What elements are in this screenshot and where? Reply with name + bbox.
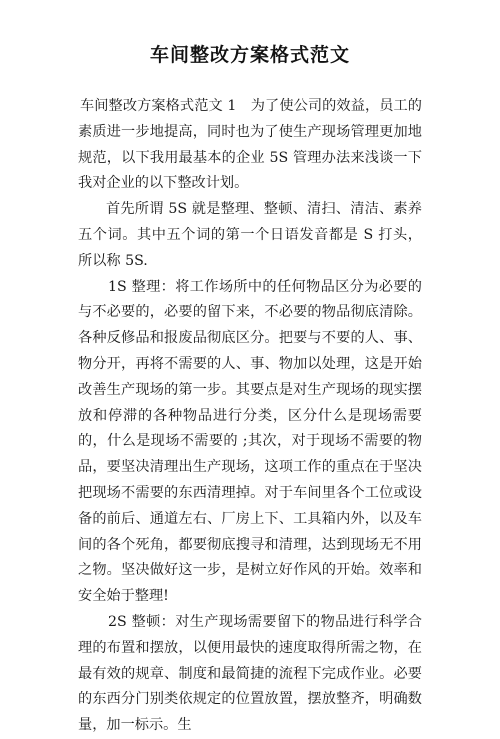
document-title: 车间整改方案格式范文 (149, 44, 350, 66)
paragraph-5s-definition: 首先所谓 5S 就是整理、整顿、清扫、清洁、素养五个词。其中五个词的第一个日语发音都是 S 打头，所以称 5S. (78, 201, 422, 269)
paragraph-1s-seiri: 1S 整理：将工作场所中的任何物品区分为必要的与不必要的，必要的留下来，不必要的物品彻底清除。各种反修品和报废品彻底区分。把要与不要的人、事、物分开，再将不需要的人、事、物加以处理，这是开始改善生产现场的第一步。其要点是对生产现场的现实摆放和停滞的各种物品进行分类，区分什么是现场需要的，什么是现场不需要的 ;其次，对于现场不需要的物品，要坚决清理出生产现场，这项工作的重点在于坚决把现场不需要的东西清理掉。对于车间里各个工位或设备的前后、通道左右、厂房上下、工具箱内外，以及车间的各个死角，都要彻底搜寻和清理，达到现场无不用之物。坚决做好这一步，是树立好作风的开始。效率和安全始于整理! (78, 278, 422, 605)
paragraph-intro: 车间整改方案格式范文 1 为了使公司的效益，员工的素质进一步地提高，同时也为了使生产现场管理更加地规范，以下我用最基本的企业 5S 管理办法来浅谈一下我对企业的以下整改计划。 (78, 98, 422, 192)
paragraph-2s-seiton: 2S 整顿：对生产现场需要留下的物品进行科学合理的布置和摆放，以便用最快的速度取得所需之物，在最有效的规章、制度和最简捷的流程下完成作业。必要的东西分门别类依规定的位置放置，摆放整齐，明确数量，加一标示。生 (78, 613, 422, 734)
document-body (78, 94, 422, 739)
